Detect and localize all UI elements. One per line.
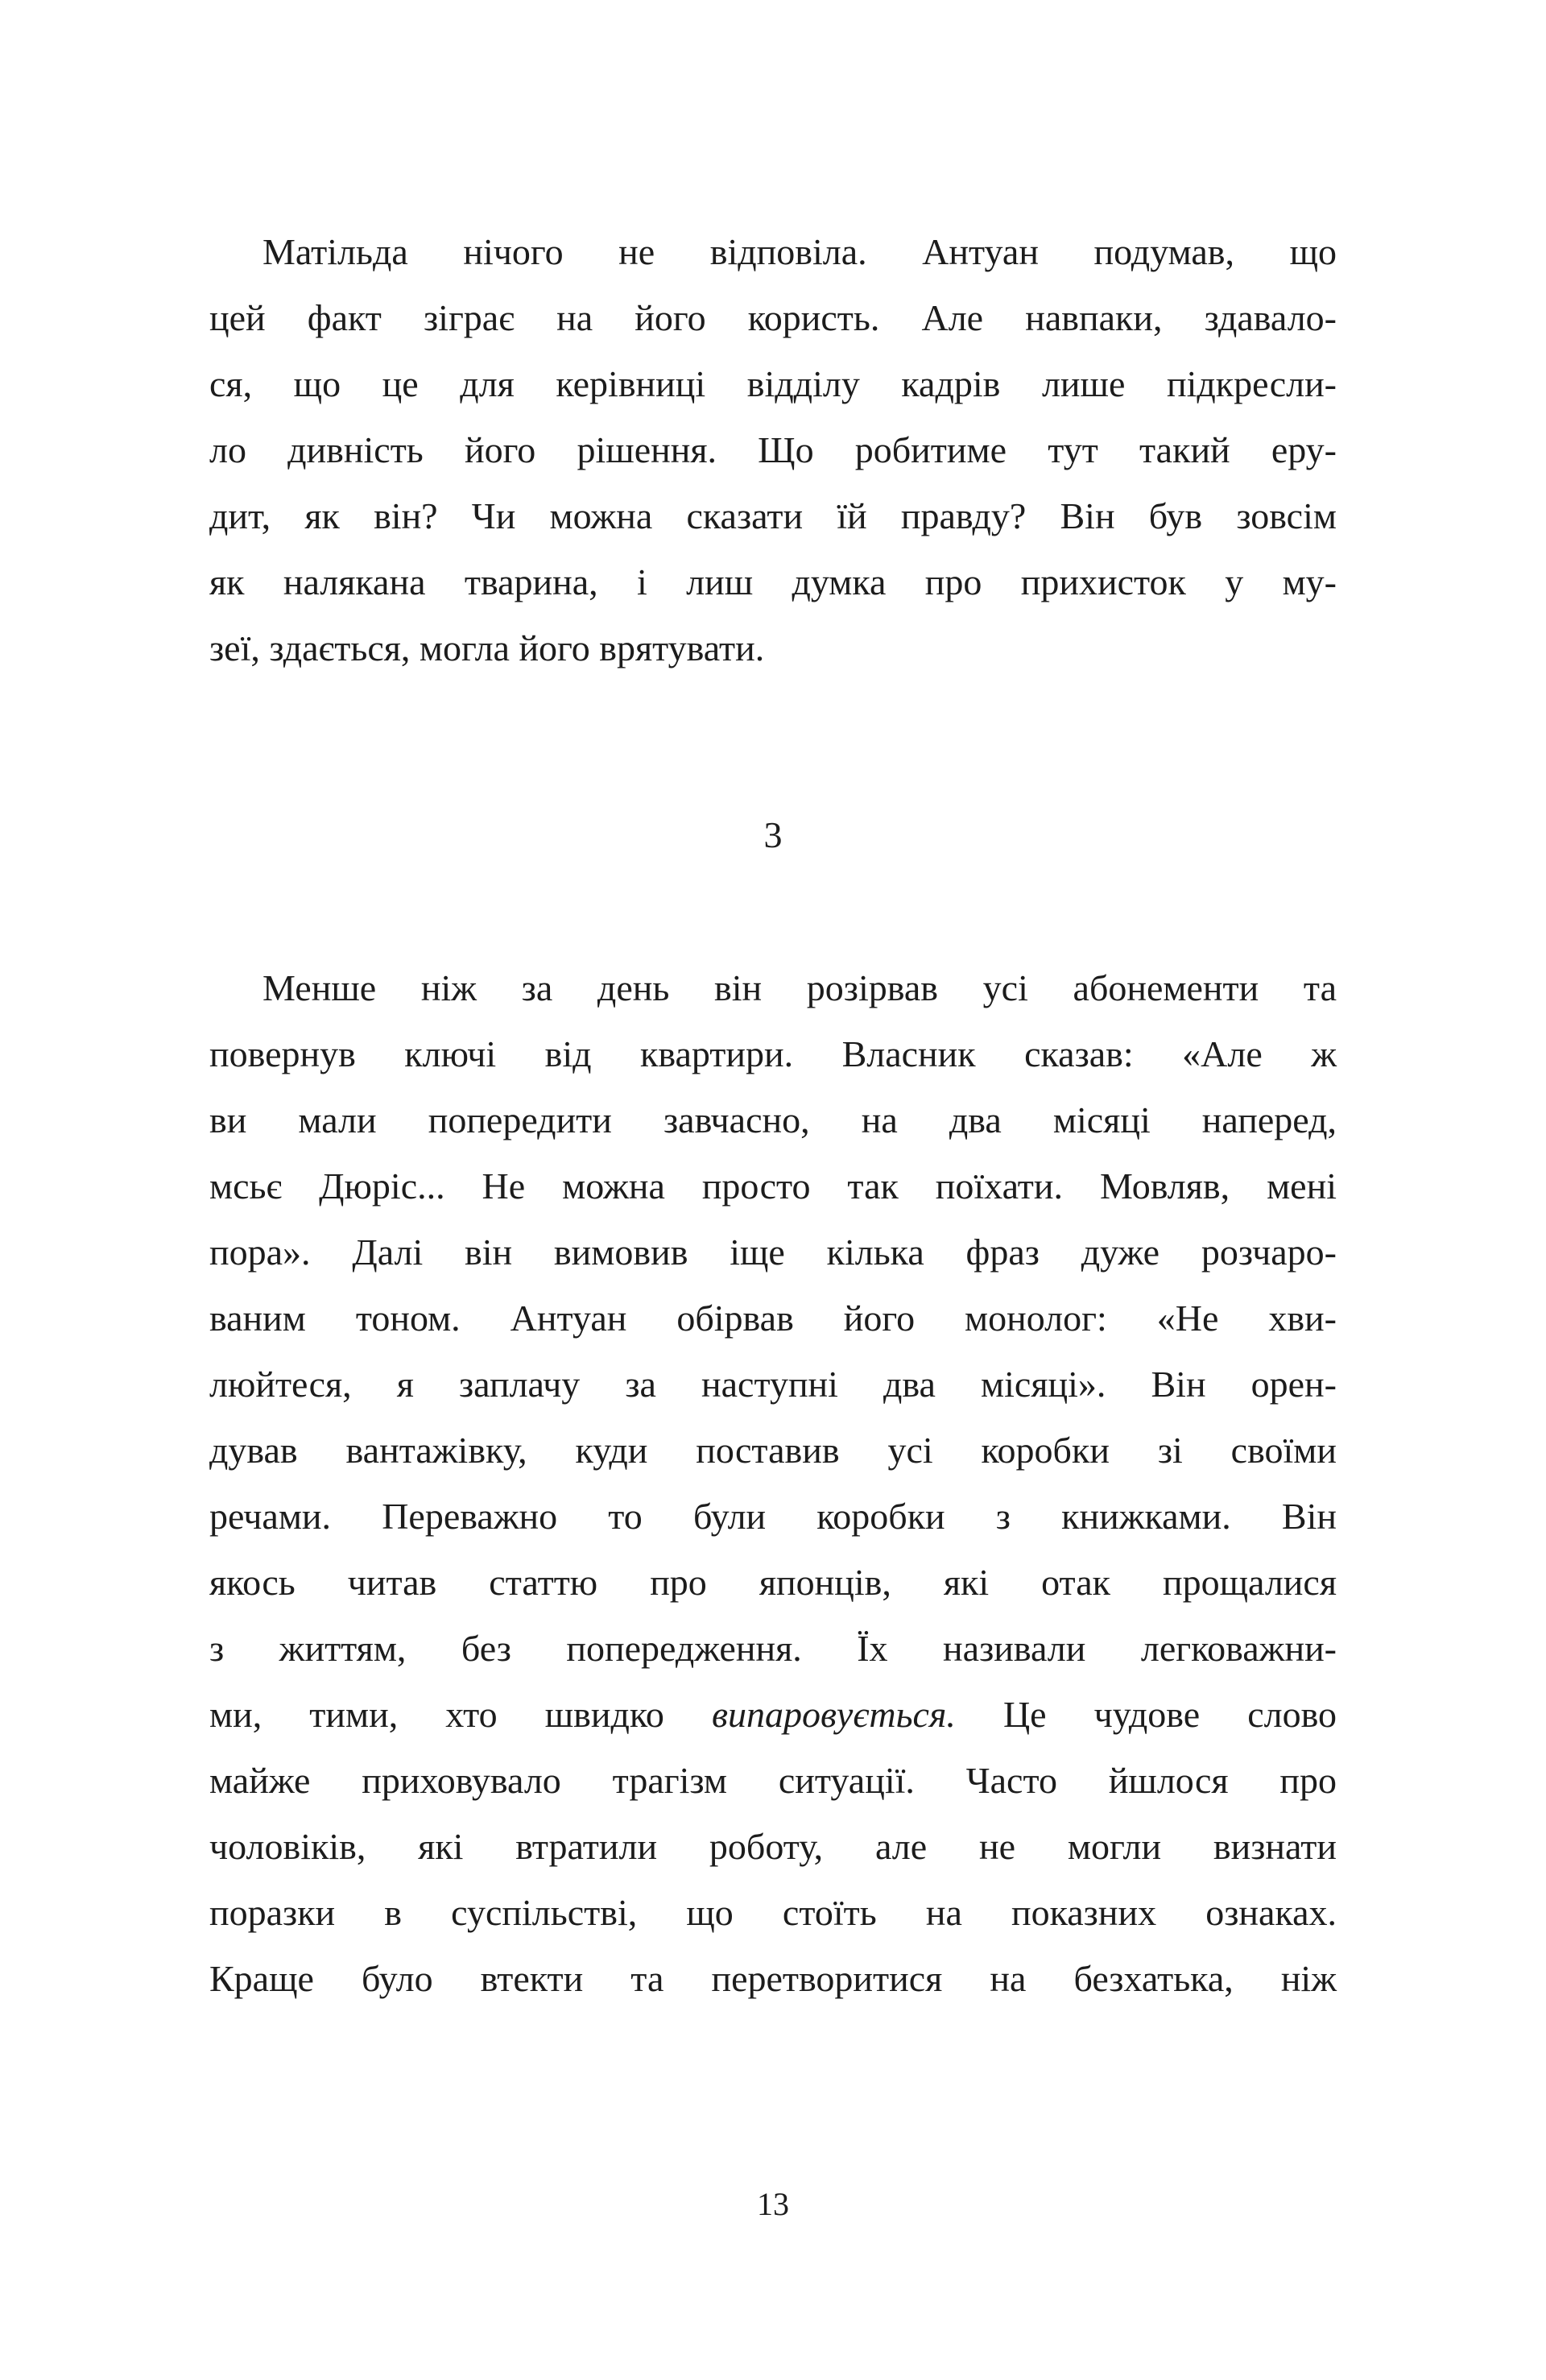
text-line: цей факт зіграє на його користь. Але навпаки, здавало-	[209, 297, 1337, 338]
text-line: пора». Далі він вимовив іще кілька фраз дуже розчаро-	[209, 1231, 1337, 1273]
text-line: Матільда нічого не відповіла. Антуан подумав, що	[262, 231, 1337, 272]
text-line: дував вантажівку, куди поставив усі коробки зі своїми	[209, 1430, 1337, 1471]
text-line: повернув ключі від квартири. Власник сказав: «Але ж	[209, 1033, 1337, 1074]
text-line: Краще було втекти та перетворитися на безхатька, ніж	[209, 1958, 1337, 1999]
chapter-number: 3	[763, 814, 783, 855]
text-line: мсьє Дюріс... Не можна просто так поїхати. Мовляв, мені	[209, 1165, 1337, 1207]
text-segment: Це чудове слово	[1002, 1694, 1337, 1735]
paragraph-2	[209, 955, 1337, 2012]
text-line: майже приховувало трагізм ситуації. Часто йшлося про	[209, 1760, 1337, 1801]
page-number: 13	[757, 2186, 789, 2222]
text-line: ло дивність його рішення. Що робитиме тут такий еру-	[209, 429, 1337, 470]
text-line: речами. Переважно то були коробки з книжками. Він	[209, 1496, 1337, 1537]
text-line: чоловіків, які втратили роботу, але не могли визнати	[209, 1826, 1337, 1867]
text-line: як налякана тварина, і лиш думка про прихисток у му-	[209, 561, 1337, 602]
text-line: ся, що це для керівниці відділу кадрів лише підкресли-	[209, 363, 1337, 404]
paragraph-1	[209, 219, 1337, 681]
text-line: дит, як він? Чи можна сказати їй правду? Він був зовсім	[209, 495, 1337, 536]
text-line: ваним тоном. Антуан обірвав його монолог: «Не хви-	[209, 1298, 1337, 1339]
text-line-with-italic	[209, 1682, 1337, 1748]
text-line: Менше ніж за день він розірвав усі абонементи та	[262, 967, 1337, 1008]
text-line: поразки в суспільстві, що стоїть на показних ознаках.	[209, 1892, 1337, 1933]
page-content	[209, 219, 1337, 2012]
italic-text: випаровується.	[711, 1694, 956, 1735]
text-line: зеї, здається, могла його врятувати.	[209, 627, 765, 668]
text-line: якось читав статтю про японців, які отак прощалися	[209, 1562, 1337, 1603]
text-line: ви мали попередити завчасно, на два місяці наперед,	[209, 1099, 1337, 1140]
text-segment: ми, тими, хто швидко	[209, 1694, 664, 1735]
text-line: люйтеся, я заплачу за наступні два місяці». Він орен-	[209, 1364, 1337, 1405]
text-line: з життям, без попередження. Їх називали легковажни-	[209, 1628, 1337, 1669]
